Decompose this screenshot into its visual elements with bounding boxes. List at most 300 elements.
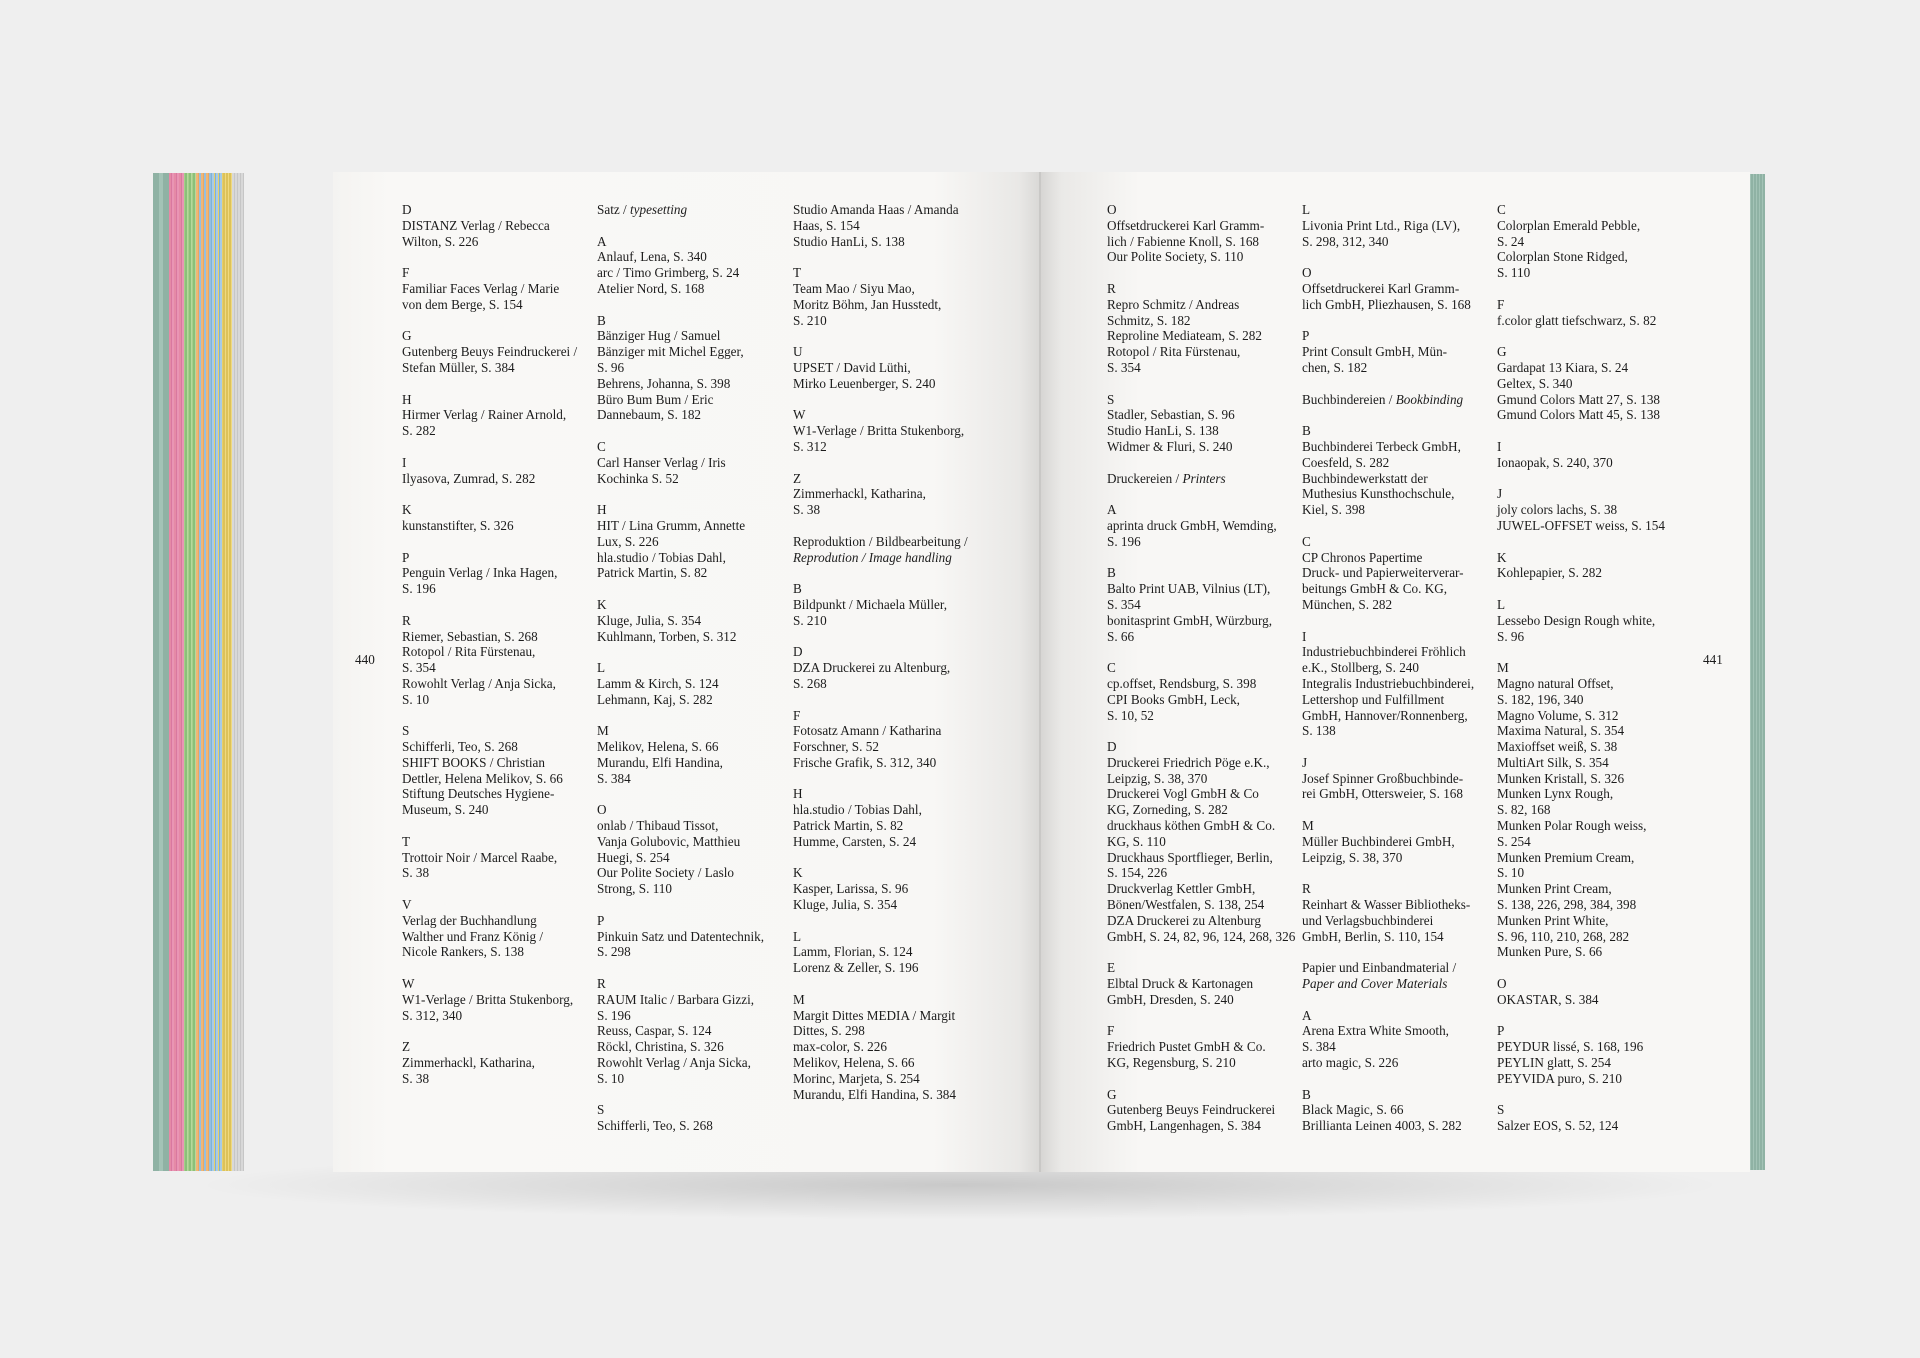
index-line	[1107, 660, 1297, 676]
index-line	[1497, 676, 1687, 692]
index-line	[793, 1039, 983, 1055]
index-line-text: Frische Grafik, S. 312, 340	[793, 754, 937, 770]
index-line-text: Müller Buchbinderei GmbH,	[1302, 833, 1455, 849]
index-line-text: Livonia Print Ltd., Riga (LV),	[1302, 217, 1461, 233]
index-line	[1302, 834, 1492, 850]
index-line-text: Papier und Einbandmaterial /	[1302, 960, 1457, 976]
index-line-text: Lettershop und Fulfillment	[1302, 691, 1445, 707]
index-line-text: DISTANZ Verlag / Rebecca	[402, 217, 550, 233]
index-line	[1497, 755, 1687, 771]
index-line	[1107, 897, 1297, 913]
index-line	[1302, 1118, 1492, 1134]
index-line-text: M	[793, 991, 805, 1007]
index-line	[1107, 1023, 1297, 1039]
index-line	[597, 392, 787, 408]
index-line	[793, 660, 983, 676]
index-line	[1107, 629, 1297, 645]
index-line	[793, 676, 983, 692]
line-spacer	[1302, 992, 1492, 1008]
line-spacer	[793, 518, 983, 534]
index-line-text: W1-Verlage / Britta Stukenborg,	[793, 423, 965, 439]
index-line-text: Murandu, Elfi Handina,	[597, 754, 723, 770]
index-line-text: kunstanstifter, S. 326	[402, 517, 514, 533]
index-line-text: Behrens, Johanna, S. 398	[597, 375, 731, 391]
index-line-text: Stefan Müller, S. 384	[402, 359, 515, 375]
index-line	[402, 613, 592, 629]
index-line	[1107, 565, 1297, 581]
index-line	[1497, 455, 1687, 471]
index-line	[1302, 1055, 1492, 1071]
line-spacer	[402, 534, 592, 550]
index-line	[1107, 850, 1297, 866]
index-line-text: A	[1302, 1007, 1312, 1023]
index-line	[1107, 1055, 1297, 1071]
index-line	[402, 1008, 592, 1024]
index-line-text: Zimmerhackl, Katharina,	[793, 486, 926, 502]
index-column-4	[1107, 202, 1297, 1134]
index-line	[1302, 676, 1492, 692]
line-spacer	[597, 423, 787, 439]
line-spacer	[793, 692, 983, 708]
index-line	[597, 313, 787, 329]
index-line-text: Dettler, Helena Melikov, S. 66	[402, 770, 563, 786]
index-line-text: Hirmer Verlag / Rainer Arnold,	[402, 407, 567, 423]
index-line-text: S. 268	[793, 675, 827, 691]
page-edges-right	[1748, 174, 1765, 1170]
index-line-text: Munken Premium Cream,	[1497, 849, 1635, 865]
line-spacer	[793, 976, 983, 992]
index-line	[1497, 486, 1687, 502]
index-line-text: S. 354	[1107, 596, 1141, 612]
index-line-text: K	[793, 865, 803, 881]
index-line	[1107, 502, 1297, 518]
index-line-text: W	[402, 976, 415, 992]
index-line-text: Bönen/Westfalen, S. 138, 254	[1107, 897, 1265, 913]
index-line-text: Kasper, Larissa, S. 96	[793, 881, 909, 897]
index-line-text: M	[1497, 660, 1509, 676]
index-line	[1302, 486, 1492, 502]
index-line-text: SHIFT BOOKS / Christian	[402, 754, 546, 770]
index-line	[402, 218, 592, 234]
index-line-text: Dittes, S. 298	[793, 1023, 865, 1039]
index-line	[402, 581, 592, 597]
index-line-text: Lamm, Florian, S. 124	[793, 944, 913, 960]
line-spacer	[1107, 265, 1297, 281]
index-line-text: O	[597, 802, 607, 818]
index-line	[1497, 407, 1687, 423]
index-line	[597, 534, 787, 550]
index-column-5	[1302, 202, 1492, 1134]
line-spacer	[1107, 486, 1297, 502]
line-spacer	[1302, 944, 1492, 960]
index-line	[793, 581, 983, 597]
index-line-text: S. 10	[1497, 865, 1525, 881]
line-spacer	[1497, 423, 1687, 439]
index-line-text: RAUM Italic / Barbara Gizzi,	[597, 991, 755, 1007]
line-spacer	[402, 708, 592, 724]
index-line	[597, 407, 787, 423]
line-spacer	[793, 249, 983, 265]
index-line	[597, 865, 787, 881]
index-line	[793, 897, 983, 913]
line-spacer	[1302, 249, 1492, 265]
page-number-right: 441	[1703, 652, 1723, 667]
index-line-text: Lorenz & Zeller, S. 196	[793, 960, 919, 976]
line-spacer	[597, 297, 787, 313]
index-line-text: F	[793, 707, 801, 723]
index-line-text: Reinhart & Wasser Bibliotheks-	[1302, 897, 1471, 913]
index-line	[1107, 739, 1297, 755]
index-line-text: S. 110	[1497, 265, 1531, 281]
index-line	[597, 692, 787, 708]
index-line	[1302, 218, 1492, 234]
index-line-text: f.color glatt tiefschwarz, S. 82	[1497, 312, 1657, 328]
index-line-text: S. 196	[597, 1007, 631, 1023]
index-line	[597, 455, 787, 471]
index-line	[793, 786, 983, 802]
index-line	[1107, 613, 1297, 629]
index-line	[1302, 471, 1492, 487]
index-line-text: PEYDUR lissé, S. 168, 196	[1497, 1039, 1644, 1055]
index-line	[793, 960, 983, 976]
page-edges-colored	[153, 173, 333, 1171]
index-line-text: Schmitz, S. 182	[1107, 312, 1191, 328]
index-line	[597, 265, 787, 281]
index-line	[597, 281, 787, 297]
index-line	[402, 502, 592, 518]
index-line-text: R	[402, 612, 411, 628]
index-line	[793, 613, 983, 629]
index-line-text: hla.studio / Tobias Dahl,	[597, 549, 726, 565]
index-line	[1497, 1055, 1687, 1071]
index-line	[402, 660, 592, 676]
line-spacer	[793, 850, 983, 866]
index-line-text: Reproduktion / Bildbearbeitung /	[793, 533, 968, 549]
index-line	[1107, 218, 1297, 234]
index-line-text: Anlauf, Lena, S. 340	[597, 249, 707, 265]
index-line	[793, 1055, 983, 1071]
index-line	[793, 344, 983, 360]
index-line	[1302, 328, 1492, 344]
index-line	[793, 360, 983, 376]
index-line	[1107, 518, 1297, 534]
index-line	[1497, 771, 1687, 787]
index-line	[793, 1008, 983, 1024]
page-number-left: 440	[355, 652, 375, 667]
index-line-text: S. 354	[1107, 359, 1141, 375]
index-line-text: Gardapat 13 Kiara, S. 24	[1497, 359, 1629, 375]
index-line-text: S	[1497, 1102, 1505, 1118]
index-line-text: Rowohlt Verlag / Anja Sicka,	[597, 1055, 751, 1071]
index-line	[1302, 597, 1492, 613]
index-line	[1107, 234, 1297, 250]
index-line-text: GmbH, S. 24, 82, 96, 124, 268, 326	[1107, 928, 1296, 944]
index-line	[402, 344, 592, 360]
index-line	[1302, 897, 1492, 913]
index-line-text: Lessebo Design Rough white,	[1497, 612, 1656, 628]
index-line	[1302, 297, 1492, 313]
index-line	[793, 281, 983, 297]
index-line	[1497, 739, 1687, 755]
index-line	[1107, 1039, 1297, 1055]
index-line	[1497, 786, 1687, 802]
index-line-text: Bänziger Hug / Samuel	[597, 328, 721, 344]
index-line-text: UPSET / David Lüthi,	[793, 359, 911, 375]
index-line	[1107, 802, 1297, 818]
index-line	[1107, 960, 1297, 976]
index-line-text: und Verlagsbuchbinderei	[1302, 912, 1434, 928]
index-line-text: S. 10	[402, 691, 430, 707]
index-line-text: G	[402, 328, 412, 344]
index-line-text: Dannebaum, S. 182	[597, 407, 702, 423]
index-line-text: Kohlepapier, S. 282	[1497, 565, 1602, 581]
line-spacer	[793, 392, 983, 408]
index-line-text: Repro Schmitz / Andreas	[1107, 296, 1240, 312]
index-line-text: Melikov, Helena, S. 66	[597, 739, 719, 755]
line-spacer	[597, 581, 787, 597]
index-line-text: Strong, S. 110	[597, 881, 672, 897]
index-line-text: Maxioffset weiß, S. 38	[1497, 739, 1618, 755]
index-line	[1497, 313, 1687, 329]
index-line	[402, 944, 592, 960]
index-line-text: von dem Berge, S. 154	[402, 296, 523, 312]
line-spacer	[1302, 739, 1492, 755]
index-line	[793, 202, 983, 218]
index-line	[1302, 234, 1492, 250]
index-line-text: S. 254	[1497, 833, 1531, 849]
index-line-text: Rotopol / Rita Fürstenau,	[402, 644, 536, 660]
index-line-text: joly colors lachs, S. 38	[1497, 502, 1618, 518]
index-line-text: OKASTAR, S. 384	[1497, 991, 1599, 1007]
index-line-text: Druckerei Vogl GmbH & Co	[1107, 786, 1259, 802]
index-line	[1107, 976, 1297, 992]
index-line-text: S. 210	[793, 612, 827, 628]
index-line	[1497, 818, 1687, 834]
index-line-text: Studio Amanda Haas / Amanda	[793, 202, 959, 217]
line-spacer	[597, 644, 787, 660]
index-line	[1497, 344, 1687, 360]
index-line	[1497, 834, 1687, 850]
index-line-text: CPI Books GmbH, Leck,	[1107, 691, 1240, 707]
index-line-text: Familiar Faces Verlag / Marie	[402, 280, 560, 296]
line-spacer	[597, 486, 787, 502]
index-line	[1497, 1023, 1687, 1039]
index-line-text: M	[597, 723, 609, 739]
index-line-text: Lamm & Kirch, S. 124	[597, 675, 719, 691]
line-spacer	[1107, 455, 1297, 471]
index-line	[1497, 629, 1687, 645]
index-line-text: Kuhlmann, Torben, S. 312	[597, 628, 737, 644]
index-line	[597, 328, 787, 344]
index-line	[793, 471, 983, 487]
index-line	[1302, 771, 1492, 787]
index-line	[597, 802, 787, 818]
index-line	[1107, 249, 1297, 265]
index-line-text: arc / Timo Grimberg, S. 24	[597, 265, 740, 281]
index-line	[402, 692, 592, 708]
index-line-text: Buchbinderei Terbeck GmbH,	[1302, 438, 1461, 454]
index-line-text: B	[1302, 423, 1311, 439]
index-line-text: S. 298, 312, 340	[1302, 233, 1389, 249]
index-line	[1302, 392, 1492, 408]
index-line	[793, 818, 983, 834]
index-line	[597, 202, 787, 218]
line-spacer	[793, 629, 983, 645]
index-line	[1497, 708, 1687, 724]
index-line	[597, 550, 787, 566]
index-line	[793, 644, 983, 660]
line-spacer	[402, 960, 592, 976]
index-line-text: Rowohlt Verlag / Anja Sicka,	[402, 675, 556, 691]
index-line-text: P	[1497, 1023, 1505, 1039]
index-line-text: Offsetdruckerei Karl Gramm-	[1302, 280, 1460, 296]
index-line-text: T	[402, 833, 411, 849]
index-line	[402, 865, 592, 881]
index-line-text: Elbtal Druck & Kartonagen	[1107, 976, 1254, 992]
index-line-text: Munken Print White,	[1497, 912, 1609, 928]
line-spacer	[402, 486, 592, 502]
index-line	[1107, 692, 1297, 708]
index-line	[1107, 392, 1297, 408]
index-line-text: S	[597, 1102, 605, 1118]
index-line	[1302, 708, 1492, 724]
index-line	[793, 865, 983, 881]
index-line-text: W1-Verlage / Britta Stukenborg,	[402, 991, 574, 1007]
index-line	[793, 739, 983, 755]
index-line	[597, 439, 787, 455]
index-line-text: Mirko Leuenberger, S. 240	[793, 375, 936, 391]
index-line-italic: Bookbinding	[1395, 391, 1464, 407]
index-line-text: KG, S. 110	[1107, 833, 1166, 849]
line-spacer	[597, 1087, 787, 1103]
index-line-text: S. 38	[793, 502, 821, 518]
line-spacer	[402, 818, 592, 834]
index-line	[597, 629, 787, 645]
index-line	[1497, 249, 1687, 265]
index-line-text: druckhaus köthen GmbH & Co.	[1107, 818, 1276, 834]
index-line	[597, 471, 787, 487]
line-spacer	[597, 218, 787, 234]
line-spacer	[1107, 723, 1297, 739]
index-line	[402, 550, 592, 566]
index-line-text: Industriebuchbinderei Fröhlich	[1302, 644, 1466, 660]
index-line-text: H	[793, 786, 803, 802]
index-line	[1107, 534, 1297, 550]
index-line-text: Zimmerhackl, Katharina,	[402, 1055, 535, 1071]
index-line	[1107, 771, 1297, 787]
index-line-text: F	[1107, 1023, 1115, 1039]
index-line-text: Munken Pure, S. 66	[1497, 944, 1603, 960]
index-line	[1497, 929, 1687, 945]
index-line-text: O	[1497, 976, 1507, 992]
line-spacer	[1497, 1087, 1687, 1103]
index-line-text: S. 196	[402, 581, 436, 597]
index-line	[402, 992, 592, 1008]
line-spacer	[402, 881, 592, 897]
index-line	[402, 913, 592, 929]
index-line-text: Bildpunkt / Michaela Müller,	[793, 596, 948, 612]
index-line	[793, 407, 983, 423]
index-line	[1497, 218, 1687, 234]
index-line-text: K	[402, 502, 412, 518]
index-line-text: L	[1497, 596, 1506, 612]
line-spacer	[1497, 471, 1687, 487]
index-line-text: Reuss, Caspar, S. 124	[597, 1023, 712, 1039]
index-line-text: Print Consult GmbH, Mün-	[1302, 344, 1448, 360]
index-line-text: Josef Spinner Großbuchbinde-	[1302, 770, 1464, 786]
index-line	[1302, 786, 1492, 802]
book-gutter	[1039, 172, 1041, 1172]
index-line-text: e.K., Stollberg, S. 240	[1302, 660, 1419, 676]
index-line-text: H	[597, 502, 607, 518]
index-line	[1497, 597, 1687, 613]
index-line	[793, 802, 983, 818]
index-line	[793, 992, 983, 1008]
line-spacer	[793, 455, 983, 471]
index-line-text: J	[1302, 754, 1308, 770]
index-line	[1497, 913, 1687, 929]
page-edge-stripe	[243, 173, 244, 1171]
index-line-text: Kochinka S. 52	[597, 470, 679, 486]
index-line	[1107, 676, 1297, 692]
index-line-text: Humme, Carsten, S. 24	[793, 833, 917, 849]
index-line-text: Gmund Colors Matt 27, S. 138	[1497, 391, 1661, 407]
index-line-text: Arena Extra White Smooth,	[1302, 1023, 1449, 1039]
index-line	[1497, 360, 1687, 376]
index-line	[1497, 881, 1687, 897]
index-line-text: L	[793, 928, 802, 944]
line-spacer	[1302, 407, 1492, 423]
index-line-text: C	[1497, 202, 1506, 217]
index-line	[1302, 881, 1492, 897]
index-line	[1497, 1102, 1687, 1118]
index-column-2	[597, 202, 787, 1134]
index-line-text: D	[793, 644, 803, 660]
index-line	[1302, 929, 1492, 945]
index-line-text: V	[402, 897, 412, 913]
index-line-text: S. 24	[1497, 233, 1525, 249]
index-line	[597, 881, 787, 897]
index-line-italic: typesetting	[629, 202, 688, 217]
index-line-text: R	[597, 976, 606, 992]
index-line	[1107, 992, 1297, 1008]
index-line-text: T	[793, 265, 802, 281]
index-line	[597, 1008, 787, 1024]
line-spacer	[1497, 644, 1687, 660]
line-spacer	[1107, 550, 1297, 566]
index-line-text: Widmer & Fluri, S. 240	[1107, 438, 1233, 454]
line-spacer	[402, 1023, 592, 1039]
index-line	[597, 834, 787, 850]
index-line-text: Vanja Golubovic, Matthieu	[597, 833, 741, 849]
index-line-text: S. 312	[793, 438, 827, 454]
index-line-text: S. 210	[793, 312, 827, 328]
index-line	[402, 976, 592, 992]
index-line-text: Schifferli, Teo, S. 268	[597, 1118, 713, 1134]
index-line	[1497, 976, 1687, 992]
index-line-text: I	[1497, 438, 1502, 454]
index-line-text: S. 96	[597, 359, 625, 375]
index-line	[597, 1023, 787, 1039]
index-line-text: Ionaopak, S. 240, 370	[1497, 454, 1613, 470]
index-line-text: Balto Print UAB, Vilnius (LT),	[1107, 581, 1271, 597]
index-line-text: D	[1107, 739, 1117, 755]
index-line	[402, 202, 592, 218]
index-line-text: Atelier Nord, S. 168	[597, 280, 705, 296]
index-line-text: lich GmbH, Pliezhausen, S. 168	[1302, 296, 1471, 312]
index-line	[793, 550, 983, 566]
index-line-text: S. 354	[402, 660, 436, 676]
